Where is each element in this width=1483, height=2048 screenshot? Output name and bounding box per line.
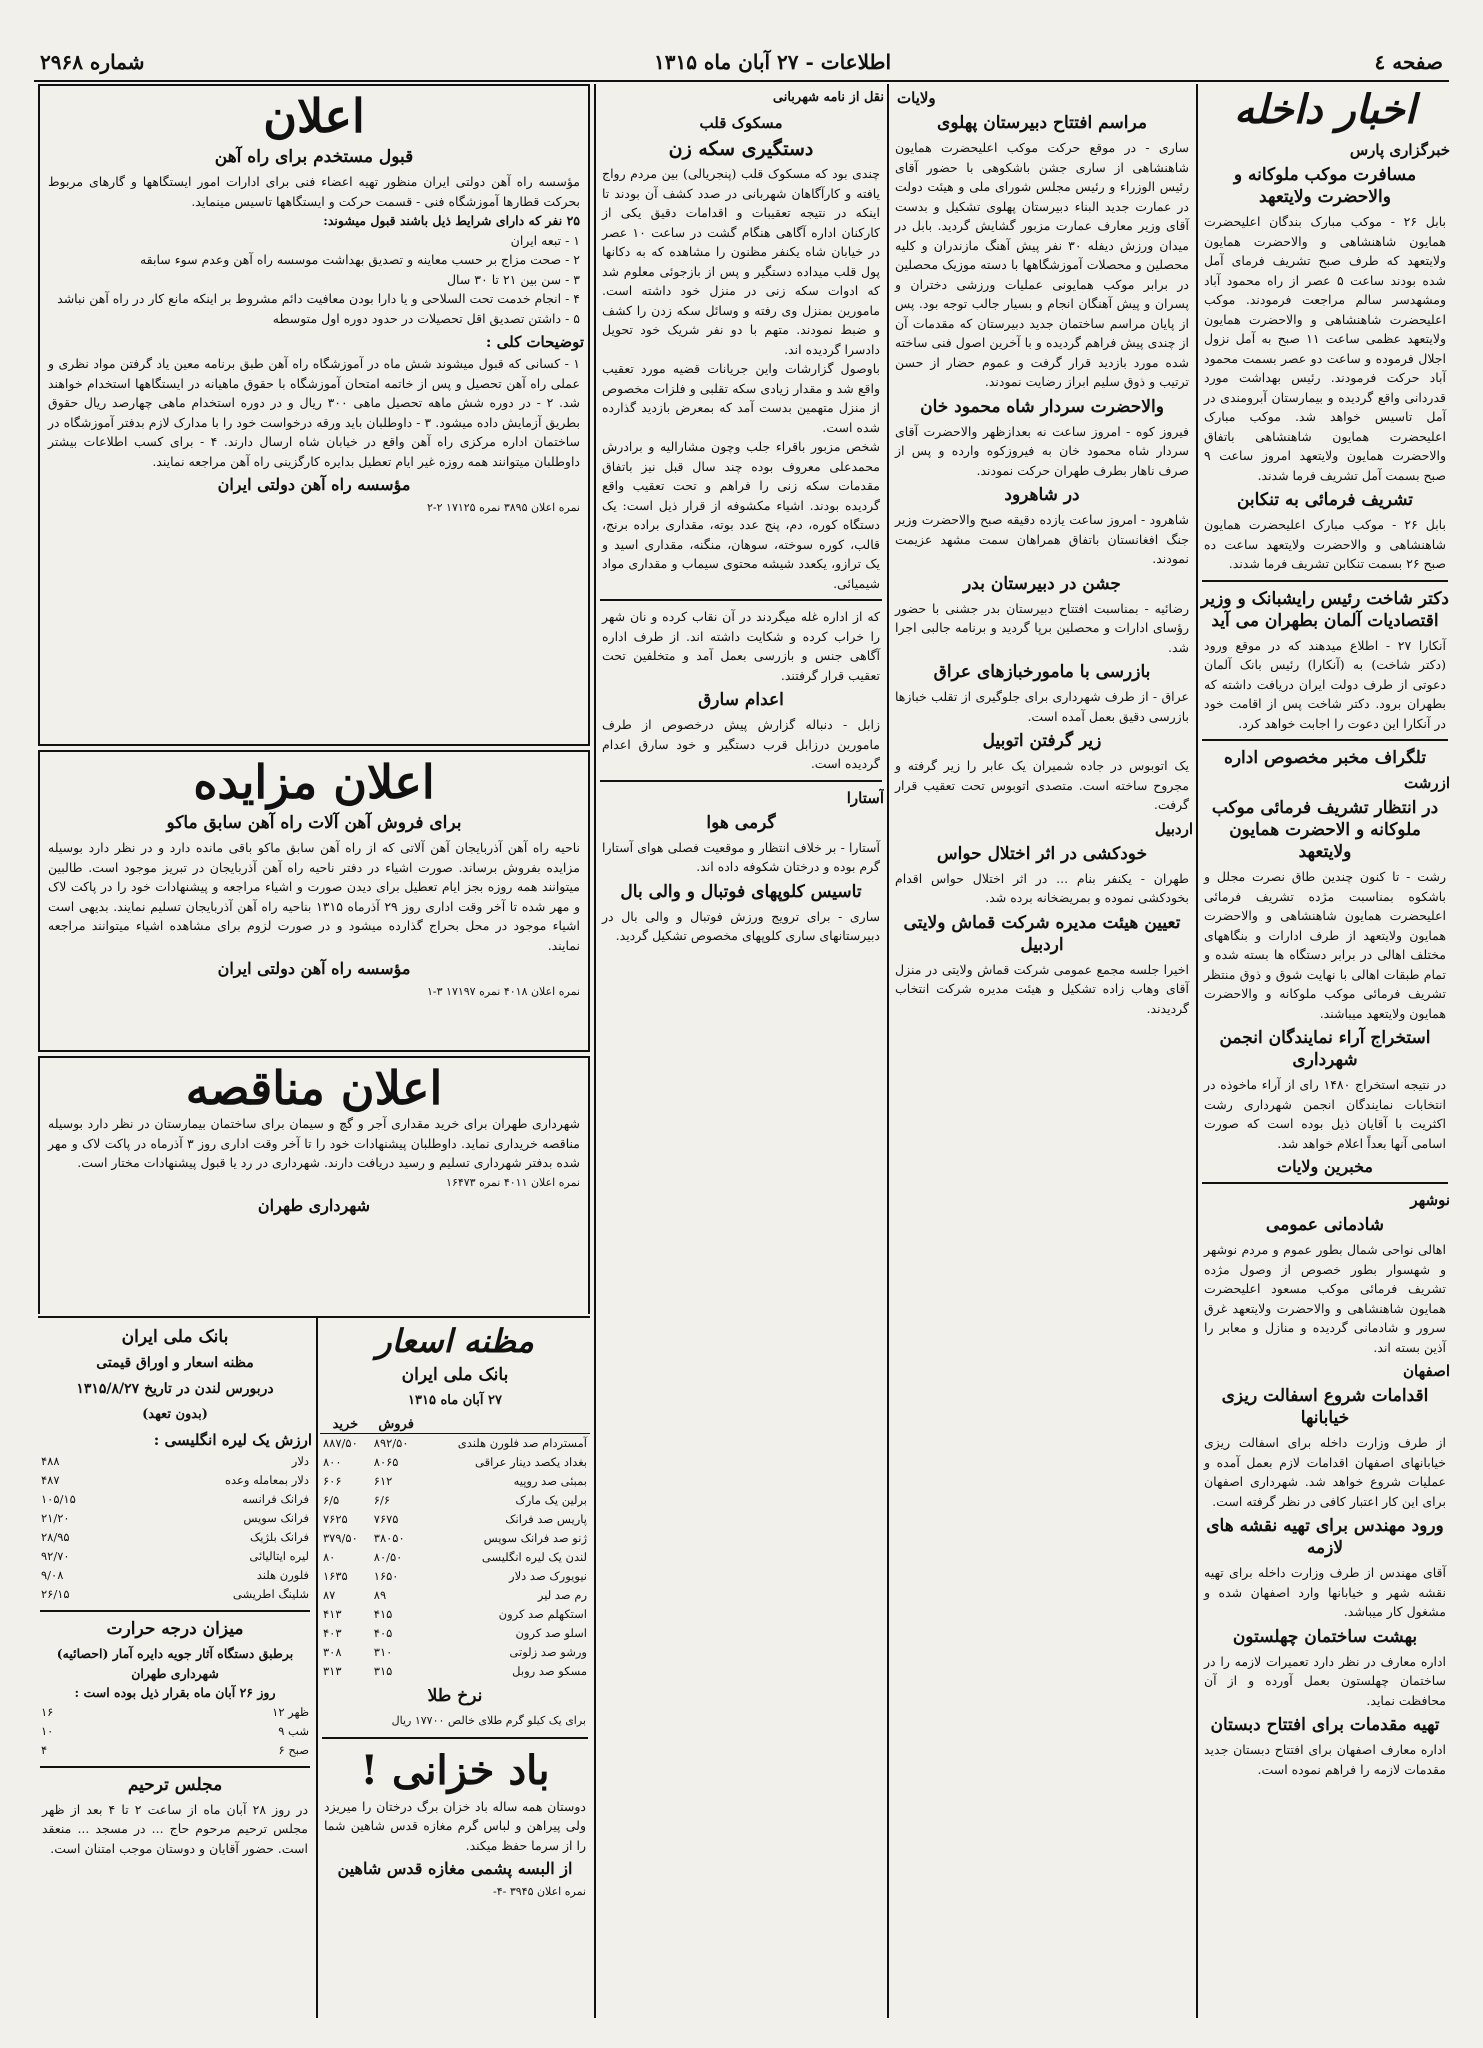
ad-title: باد خزانی ! bbox=[360, 1746, 550, 1794]
article-text: چندی بود که مسکوک قلب (پنجریالی) بین مردم رواج یافته و کارآگاهان شهربانی در صدد کشف آن بودند تا اینکه در نتیجه تعقیبات و اقدامات دقیق یکی از کارکنان اداره آگاهی هنگام گشت در ساعت ۱۰ عصر در خیابان شاه یکنفر مظنون را مشاهده که به دکانها پول قلب میداده دستگیر و پس از بازجوئی معلوم شد که ادوات سکه زنی در منزل خود داشته است. مامورین بمنزل وی رفته و وسائل سکه زدن را کشف و ضبط نمودند. متهم با دو نفر شریک خود تحویل دادسرا گردیده اند. bbox=[602, 166, 880, 357]
article-text: بابل ۲۶ - موکب مبارک اعلیحضرت همایون شاهنشاهی و والاحضرت ولایتعهد ساعت ده صبح ۲۶ بسمت تنکابن تشریف فرما شدند. bbox=[1204, 517, 1446, 571]
ad-number: نمره اعلان ۳۹۴۵ -۴- bbox=[492, 1885, 586, 1898]
divider bbox=[1202, 1182, 1448, 1184]
section-subtitle: دربورس لندن در تاریخ ۱۳۱۵/۸/۲۷ bbox=[76, 1381, 274, 1397]
fx-cell-buy: ۶/۵ bbox=[323, 1493, 340, 1507]
table-row: فلورن هلند ۹/۰۸ bbox=[41, 1568, 309, 1582]
fx-cell-sell: ۴۱۵ bbox=[373, 1607, 393, 1621]
issue-date: اطلاعات - ۲۷ آبان ماه ۱۳۱۵ bbox=[654, 50, 892, 74]
section-subtitle: بانک ملی ایران bbox=[401, 1365, 509, 1385]
article-text: عراق - از طرف شهرداری برای جلوگیری از تقلب خبازها بازرسی دقیق بعمل آمده است. bbox=[895, 689, 1189, 724]
section-title: میزان درجه حرارت bbox=[106, 1619, 244, 1639]
table-row: شب ۹ ۱۰ bbox=[41, 1723, 309, 1738]
fx-cell-label: پاریس صد فرانک bbox=[505, 1512, 587, 1526]
table-row bbox=[320, 1434, 590, 1454]
headline: تلگراف مخبر مخصوص اداره bbox=[1223, 748, 1427, 768]
article-text: فیروز کوه - امروز ساعت نه بعدازظهر والاحضرت آقای سردار شاه محمود خان به فیروزکوه وارده و پس از صرف ناهار بطرف طهران حرکت نمودند. bbox=[895, 423, 1189, 478]
fx-cell-label: استکهلم صد کرون bbox=[498, 1607, 587, 1621]
location-tag: اصفهان bbox=[1403, 1362, 1450, 1380]
ad-railway-hiring bbox=[38, 84, 590, 746]
table-row bbox=[320, 1453, 590, 1472]
col-buy: خرید bbox=[320, 1416, 371, 1434]
table-row bbox=[320, 1662, 590, 1681]
issue-number: شماره ۲۹۶۸ bbox=[40, 50, 145, 74]
table-row: لیره ایتالیائی ۹۲/۷۰ bbox=[41, 1549, 309, 1563]
table-heading: ارزش یک لیره انگلیسی : bbox=[153, 1431, 312, 1449]
fx-cell-buy: ۳۱۳ bbox=[323, 1664, 342, 1678]
table-row: شلینگ اطریشی ۲۶/۱۵ bbox=[41, 1587, 309, 1601]
ad-signature: از البسه پشمی مغازه قدس شاهین bbox=[337, 1859, 573, 1878]
fx-cell-buy: ۸۸۷/۵۰ bbox=[323, 1436, 358, 1450]
fx-cell-sell: ۳۸۰۵۰ bbox=[373, 1531, 405, 1545]
fx-cell-label: ورشو صد زلوتی bbox=[509, 1645, 587, 1659]
article-text: ساری - برای ترویج ورزش فوتبال و والی بال در دبیرستانهای ساری کلوپهای مخصوص تشکیل گردید. bbox=[602, 908, 880, 943]
table-row: دلار بمعامله وعده ۴۸۷ bbox=[41, 1473, 309, 1487]
article-text: شاهرود - امروز ساعت یازده دقیقه صبح والاحضرت وزیر جنگ افغانستان باتفاق همراهان سمت مشهد عزیمت نمودند. bbox=[895, 512, 1189, 566]
ad-text: ۲۵ نفر که دارای شرایط ذیل باشند قبول میشوند: bbox=[323, 213, 580, 228]
section-rule bbox=[38, 1316, 590, 1318]
headline: استخراج آراء نمایندگان انجمن شهرداری bbox=[1219, 1028, 1431, 1070]
masthead: اخبار داخله bbox=[1234, 86, 1416, 133]
ad-number: نمره اعلان ۴۰۱۱ نمره ۱۶۴۷۳ bbox=[446, 1175, 580, 1189]
divider bbox=[322, 1737, 588, 1739]
article-text: رضائیه - بمناسبت افتتاح دبیرستان بدر جشنی با حضور رؤسای ادارات و محصلین برپا گردید و برنامه جالبی اجرا شد. bbox=[895, 600, 1189, 655]
fx-cell-sell: ۸۹ bbox=[373, 1588, 387, 1602]
fx-cell-sell: ۷۶۷۵ bbox=[373, 1512, 399, 1526]
headline: جشن در دبیرستان بدر bbox=[963, 573, 1121, 594]
location-tag: نوشهر bbox=[1410, 1191, 1450, 1209]
ad-number: نمره اعلان ۳۸۹۵ نمره ۱۷۱۲۵ ۲-۲ bbox=[426, 501, 580, 514]
ad-text: دوستان همه ساله باد خزان برگ درختان را میریزد ولی پیراهن و لباس گرم مغازه قدس شاهین شما را از سرما حفظ میکند. bbox=[324, 1798, 586, 1853]
column-domestic-news bbox=[1200, 84, 1450, 2018]
fx-cell-sell: ۸۰۶۵ bbox=[373, 1455, 399, 1469]
ad-subtitle: برای فروش آهن آلات راه آهن سابق ماکو bbox=[166, 813, 462, 833]
subhead: خبرگزاری پارس bbox=[1349, 141, 1450, 159]
fx-cell-label: بغداد یکصد دینار عراقی bbox=[475, 1455, 587, 1469]
page-number: صفحه ٤ bbox=[1374, 50, 1443, 74]
temperature-table bbox=[38, 1703, 312, 1760]
column-provinces bbox=[891, 84, 1193, 2018]
ad-text: شهرداری طهران برای خرید مقداری آجر و گچ و سیمان برای ساختمان بیمارستان در نظر دارد بوسیله مناقصه خریداری نماید. داوطلبان پیشنهادات خود را تا آخر وقت اداری روز ۳ آذرماه در پاکت لاک و مهر شده بدفتر شهرداری تسلیم و رسید دریافت دارند. شهرداری در رد یا قبول پیشنهادات مختار است. bbox=[48, 1116, 581, 1170]
table-row bbox=[320, 1491, 590, 1510]
ad-list-item: ۵ - داشتن تصدیق اقل تحصیلات در حدود دوره اول متوسطه bbox=[272, 310, 580, 326]
fx-cell-sell: ۶/۶ bbox=[373, 1493, 391, 1507]
table-row bbox=[320, 1605, 590, 1624]
fx-cell-label: مسکو صد روبل bbox=[512, 1664, 587, 1678]
ad-number: نمره اعلان ۴۰۱۸ نمره ۱۷۱۹۷ ۳-۱ bbox=[426, 985, 580, 998]
ad-subtitle: قبول مستخدم برای راه آهن bbox=[214, 147, 414, 167]
fx-cell-sell: ۴۰۵ bbox=[373, 1626, 393, 1640]
fx-cell-buy: ۴۰۳ bbox=[323, 1626, 342, 1640]
ad-tender bbox=[38, 1056, 590, 1314]
location-tag: اردبیل bbox=[1154, 819, 1193, 838]
ad-title: اعلان bbox=[263, 89, 365, 143]
article-text: آنکارا ۲۷ - اطلاع میدهند که در موقع ورود (دکتر شاخت) به (آنکارا) رئیس بانک آلمان دعوتی از طرف دولت ایران دریافت داشته که بطهران برود. دکتر شاخت پس از اقامت خود در آنکارا این دعوت را اجابت خواهد کرد. bbox=[1204, 637, 1446, 731]
fx-cell-label: نیویورک صد دلار bbox=[509, 1569, 587, 1583]
headline: ورود مهندس برای تهیه نقشه های لازمه bbox=[1206, 1516, 1444, 1558]
headline: شادمانی عمومی bbox=[1265, 1215, 1385, 1235]
fx-cell-buy: ۶۰۶ bbox=[323, 1474, 342, 1488]
headline: مراسم افتتاح دبیرستان پهلوی bbox=[937, 113, 1147, 133]
fx-cell-label: آمستردام صد فلورن هلندی bbox=[457, 1436, 587, 1450]
article-text: باوصول گزارشات واین جریانات قضیه مورد تعقیب واقع شد و مقدار زیادی سکه تقلبی و فلزات مخصوص از منزل متهمین بدست آمد که بمعرض بازدید گذارده شده است. bbox=[602, 361, 880, 435]
ad-auction bbox=[38, 750, 590, 1052]
fx-cell-buy: ۱۶۳۵ bbox=[323, 1569, 348, 1583]
header-rule bbox=[34, 80, 1449, 82]
ad-list-item: ۲ - صحت مزاج بر حسب معاینه و تصدیق بهداشت موسسه راه آهن وعدم سوء سابقه bbox=[139, 252, 580, 267]
column-bank-rates bbox=[38, 1322, 312, 2018]
kicker: مسکوک قلب bbox=[699, 114, 783, 132]
fx-cell-buy: ۳۰۸ bbox=[323, 1645, 342, 1659]
table-row bbox=[320, 1529, 590, 1548]
article-text: شخص مزبور باقراء جلب وچون مشارالیه و برادرش محمدعلی معروف بوده چند سال قبل نیز باتفاق مقدمات سکه زنی را فراهم و تحت تعقیب واقع گردیده بودند. اشیاء مکشوفه از قرار ذیل است: یک دستگاه کوره، دم، پنج عدد بوته، مقداری براده برنج، قالب، کوره سوخته، سوهان، منگنه، مقداری اسید و یک ترازو، یکعدد شیشه محتوی سیماب و مقداری مواد شیمیائی. bbox=[602, 439, 880, 591]
article-text: بابل ۲۶ - موکب مبارک بندگان اعلیحضرت همایون شاهنشاهی و والاحضرت همایون ولایتعهد که طرف صبح تشریف فرمای آمل شده بودند ساعت ۵ عصر از راه محمود آباد ومشهدسر سالم مراجعت فرمودند. موکب اعلیحضرت شاهنشاهی و والاحضرت همایون ولایتعهد عظمی ساعت ۱۱ صبح به آمل نزول اجلال فرموده و ساعت دو عصر بسمت محمود آباد حرکت فرمودند. رئیس بهداشت مورد قدردانی واقع گردیده و بیمارستان آبرومندی در آمل تاسیس خواهد شد. موکب مبارک اعلیحضرت همایون شاهنشاهی باتفاق والاحضرت همایون ولایتعهد امروز ساعت ۹ صبح بسمت آمل تشریف فرما شدند. bbox=[1204, 214, 1446, 483]
headline: زیر گرفتن اتوبیل bbox=[982, 731, 1102, 751]
divider bbox=[40, 1610, 310, 1612]
ad-subheading: توضیحات کلی : bbox=[485, 333, 584, 351]
article-text: اخیرا جلسه مجمع عمومی شرکت قماش ولایتی در منزل آقای وهاب زاده تشکیل و هیئت مدیره شرکت انتخاب گردیدند. bbox=[895, 961, 1189, 1016]
page-header bbox=[34, 48, 1449, 78]
fx-cell-label: برلین یک مارک bbox=[515, 1493, 587, 1507]
notice-text: در روز ۲۸ آبان ماه از ساعت ۲ تا ۴ بعد از ظهر مجلس ترحیم مرحوم حاج ... در مسجد ... منعقد است. حضور آقایان و دوستان موجب امتنان است. bbox=[42, 1801, 309, 1856]
table-row: فرانک فرانسه ۱۰۵/۱۵ bbox=[41, 1492, 309, 1506]
divider bbox=[600, 599, 882, 601]
table-row: ظهر ۱۲ ۱۶ bbox=[41, 1704, 309, 1719]
section-label: ولایات bbox=[897, 89, 936, 107]
column-divider bbox=[594, 84, 596, 2018]
column-divider bbox=[316, 1318, 318, 2018]
fx-cell-buy: ۴۱۳ bbox=[323, 1607, 342, 1621]
headline: در شاهرود bbox=[1004, 485, 1080, 505]
column-police-news bbox=[598, 84, 884, 2018]
fx-cell-label: بمبئی صد روپیه bbox=[513, 1474, 587, 1488]
headline: دکتر شاخت رئیس رایشبانک و وزیر اقتصادیات آلمان بطهران می آید bbox=[1201, 588, 1449, 631]
fx-cell-sell: ۸۹۲/۵۰ bbox=[373, 1436, 409, 1450]
article-text: ساری - در موقع حرکت موکب اعلیحضرت همایون شاهنشاهی از ساری جشن باشکوهی با حضور آقای رئیس الوزراء و رئیس مجلس شورای ملی و هیئت دولت در عمارت جدید البناء دبیرستان پهلوی تشکیل و بدست آقای وزیر معارف عمارت مزبور گشایش گردید. بابل در میدان ورزش دیفله ۳۰ نفر پیش آهنگ مازندران و کلیه محصلین و محصلات آموزشگاهها با دسته موزیک محصلین در برابر موکب همایونی عملیات ورزشی دختران و پسران و پیش آهنگان انجام و بسیار جالب توجه بود. پس از پایان مراسم ساختمان جدید دبیرستان که مقدمات آن از چندی پیش فراهم گردیده و با آخرین اصول فنی ساخته شده مورد بازدید قرار گرفت و عموم حضار از حسن ترتیب و ذوق سلیم ابراز رضایت نمودند. bbox=[895, 140, 1189, 389]
headline: تاسیس کلوپهای فوتبال و والی بال bbox=[620, 881, 862, 902]
section-subtitle: برطبق دستگاه آثار جویه دایره آمار (احصائیه) شهرداری طهران bbox=[56, 1646, 294, 1681]
article-text: در نتیجه استخراج ۱۴۸۰ رای از آراء ماخوذه در انتخابات نمایندگان انجمن شهرداری رشت اکثریت با آقایان ذیل بوده است که صورت اسامی آنها بعداً اعلام خواهد شد. bbox=[1204, 1077, 1447, 1151]
ads-block bbox=[38, 84, 590, 1314]
fx-cell-buy: ۸۷ bbox=[323, 1588, 336, 1602]
headline: اعدام سارق bbox=[698, 690, 784, 710]
headline: تهیه مقدمات برای افتتاح دبستان bbox=[1210, 1715, 1440, 1735]
table-row bbox=[320, 1643, 590, 1662]
column-divider bbox=[887, 84, 889, 2018]
headline: در انتظار تشریف فرمائی موکب ملوکانه و الاحضرت همایون ولایتعهد bbox=[1211, 798, 1439, 862]
section-subtitle: ۲۷ آبان ماه ۱۳۱۵ bbox=[408, 1393, 502, 1408]
table-row bbox=[320, 1472, 590, 1491]
article-text: از طرف وزارت داخله برای اسفالت ریزی خیابانهای اصفهان اقدامات لازم بعمل آمده و عملیات شروع خواهد شد. شهرداری اصفهان برای این کار اعتبار کافی در نظر گرفته است. bbox=[1204, 1435, 1446, 1509]
headline: والاحضرت سردار شاه محمود خان bbox=[920, 396, 1164, 417]
divider bbox=[1202, 580, 1448, 582]
column-fx bbox=[320, 1322, 590, 2018]
table-row: فرانک بلژیک ۲۸/۹۵ bbox=[41, 1530, 309, 1544]
ad-text: مؤسسه راه آهن دولتی ایران منظور تهیه اعضاء فنی برای ادارات امور ایستگاهها و گارهای مربوط بحرکت قطارها آموزشگاه فنی - قسمت حرکت و ایستگاهها تاسیس مینماید. bbox=[48, 174, 580, 209]
article-text: اداره معارف اصفهان برای افتتاح دبستان جدید مقدمات لازمه را فراهم نموده است. bbox=[1204, 1742, 1446, 1777]
fx-cell-label: رم صد لیر bbox=[537, 1588, 587, 1602]
source-tag: نقل از نامه شهربانی bbox=[772, 90, 884, 105]
gold-price: برای یک کیلو گرم طلای خالص ۱۷۷۰۰ ریال bbox=[391, 1714, 586, 1727]
ad-list-item: ۱ - تبعه ایران bbox=[510, 232, 580, 248]
london-rates-table bbox=[38, 1452, 312, 1604]
article-text: آقای مهندس از طرف وزارت داخله برای تهیه نقشه شهر و خیابانها وارد اصفهان شده و مشغول کار میباشد. bbox=[1204, 1565, 1446, 1619]
table-row bbox=[320, 1567, 590, 1586]
divider bbox=[1202, 739, 1448, 741]
table-row bbox=[320, 1548, 590, 1567]
table-row: صبح ۶ ۴ bbox=[41, 1742, 309, 1757]
divider bbox=[40, 1766, 310, 1768]
headline: تشریف فرمائی به تنکابن bbox=[1236, 490, 1413, 510]
exchange-rates-table bbox=[320, 1416, 590, 1681]
column-divider bbox=[1196, 84, 1198, 2018]
fx-cell-buy: ۳۷۹/۵۰ bbox=[323, 1531, 358, 1545]
location-tag: ازرشت bbox=[1404, 774, 1450, 792]
fx-cell-label: لندن یک لیره انگلیسی bbox=[481, 1550, 587, 1564]
article-text: یک اتوبوس در جاده شمیران یک عابر را زیر گرفته و مجروح ساخته است. متصدی اتوبوس تحت تعقیب قرار گرفت. bbox=[895, 758, 1189, 812]
headline: بازرسی با مامورخبازهای عراق bbox=[933, 662, 1151, 682]
col-sell: فروش bbox=[371, 1416, 422, 1434]
ad-title: اعلان مناقصه bbox=[185, 1061, 443, 1115]
fx-cell-label: ژنو صد فرانک سویس bbox=[483, 1531, 587, 1545]
article-text: طهران - یکنفر بنام ... در اثر اختلال حواس اقدام بخودکشی نموده و بمریضخانه برده شد. bbox=[895, 870, 1189, 905]
table-row: فرانک سویس ۲۱/۲۰ bbox=[41, 1511, 309, 1525]
byline: مخبرین ولایات bbox=[1277, 1157, 1373, 1176]
section-title: نرخ طلا bbox=[427, 1686, 483, 1706]
ad-list-item: ۳ - سن بین ۲۱ تا ۳۰ سال bbox=[446, 271, 580, 287]
section-title: مظنه اسعار bbox=[376, 1322, 534, 1360]
article-text: رشت - تا کنون چندین طاق نصرت مجلل و باشکوه بمناسبت مژده تشریف فرمائی اعلیحضرت همایون شاهنشاهی و والاحضرت همایون ولایتعهد از طرف ادارات و بنگاههای مختلف اهالی در برابر دستگاه ها بسته شده و تمام طبقات اهالی با نهایت شوق و ذوق منتظر تشریف فرمائی موکب ملوکانه و والاحضرت همایون ولایتعهد میباشند. bbox=[1204, 869, 1446, 1021]
section-title: مجلس ترحیم bbox=[127, 1774, 223, 1795]
fx-cell-sell: ۳۱۰ bbox=[373, 1645, 393, 1659]
fx-cell-buy: ۸۰۰ bbox=[323, 1455, 342, 1469]
headline: خودکشی در اثر اختلال حواس bbox=[936, 843, 1148, 864]
ad-list-item: ۴ - انجام خدمت تحت السلاحی و یا دارا بودن معافیت دائم مشروط بر اینکه مانع کار در راه آهن نباشد bbox=[57, 291, 580, 306]
headline: اقدامات شروع اسفالت ریزی خیابانها bbox=[1221, 1386, 1429, 1428]
section-subtitle: روز ۲۶ آبان ماه بقرار ذیل بوده است : bbox=[74, 1685, 276, 1700]
fx-cell-label: اسلو صد کرون bbox=[515, 1626, 587, 1640]
ad-signature: مؤسسه راه آهن دولتی ایران bbox=[217, 959, 411, 978]
headline: دستگیری سکه زن bbox=[668, 138, 814, 160]
section-title: بانک ملی ایران bbox=[121, 1327, 229, 1347]
article-text: که از اداره غله میگردند در آن نقاب کرده و نان شهر را خراب کرده و شکایت داشته اند. از طرف اداره آگاهی جنس و بازرسی بعمل آمد و متخلفین تحت تعقیب قرار گرفتند. bbox=[602, 609, 880, 683]
section-subtitle: مظنه اسعار و اوراق قیمتی bbox=[96, 1355, 254, 1371]
article-text: اهالی نواحی شمال بطور عموم و مردم نوشهر و شهسوار بطور خصوص از وصول مژده تشریف فرمائی موکب مسعود اعلیحضرت همایون شاهنشاهی و والاحضرت ولایتعهد غرق سرور و شادمانی گردیده و منازل و معابر را آذین بسته اند. bbox=[1204, 1242, 1446, 1355]
headline: گرمی هوا bbox=[706, 812, 776, 833]
ad-text: ۱ - کسانی که قبول میشوند شش ماه در آموزشگاه راه آهن طبق برنامه معین یاد گرفتن مواد نظری و عملی راه آهن تحصیل و پس از خاتمه امتحان آموزشگاه با حقوق ماهیانه در ایستگاهها استخدام خواهند شد. ۲ - در دوره شش ماهه تحصیل ماهی ۳۰۰ ریال و در دوره استخدام ماهی چهارصد ریال حقوق بطریق آزمایش داده میشود. ۳ - داوطلبان باید ورقه درخواست خود را با مدارک لازم بدفتر آموزشگاه در ساختمان اداره مرکزی راه آهن واقع در خیابان شاه ارسال دارند. ۴ - برای کسب اطلاعات بیشتر داوطلبان میتوانند همه روزه غیر ایام تعطیل بدایره کارگزینی راه آهن مراجعه نمایند. bbox=[48, 356, 581, 469]
article-text: زابل - دنباله گزارش پیش درخصوص از طرف مامورین درزابل قرب دستگیر و خود سارق اعدام گردیده است. bbox=[602, 717, 880, 771]
ad-text: ناحیه راه آهن آذربایجان آهن آلاتی که از راه آهن سابق ماکو باقی مانده دارد و در نظر دارد بوسیله مزایده بفروش برساند. صورت اشیاء در دفتر ناحیه راه آهن آذربایجان در تبریز موجود است. طالبین میتوانند همه روزه بجز ایام تعطیل برای دیدن صورت و اشیاء مراجعه و پیشنهادات خود را در پاکت لاک و مهر شده تا آخر وقت اداری روز ۲۹ آذرماه ۱۳۱۵ بناحیه راه آهن آذربایجان تسلیم نمایند. بدیهی است اشیاء موجود در محل بحراج گذارده میشود و در صورت لزوم برای مشاهده اشیاء میتوانند مراجعه نمایند. bbox=[48, 840, 581, 953]
table-row bbox=[320, 1510, 590, 1529]
fx-cell-sell: ۱۶۵۰ bbox=[373, 1569, 399, 1583]
section-subtitle: (بدون تعهد) bbox=[142, 1407, 208, 1422]
table-row: دلار ۴۸۸ bbox=[41, 1454, 309, 1468]
divider bbox=[600, 780, 882, 782]
headline: مسافرت موکب ملوکانه و والاحضرت ولایتعهد bbox=[1233, 165, 1417, 207]
fx-cell-sell: ۶۱۲ bbox=[373, 1474, 393, 1488]
headline: بهشت ساختمان چهلستون bbox=[1232, 1626, 1418, 1647]
table-row bbox=[320, 1624, 590, 1643]
location-tag: آستارا bbox=[846, 788, 884, 807]
fx-cell-sell: ۳۱۵ bbox=[373, 1664, 393, 1678]
table-row bbox=[320, 1586, 590, 1605]
ad-signature: شهرداری طهران bbox=[257, 1196, 371, 1215]
headline: تعیین هیئت مدیره شرکت قماش ولایتی اردبیل bbox=[903, 912, 1181, 955]
ad-signature: مؤسسه راه آهن دولتی ایران bbox=[217, 475, 411, 494]
article-text: آستارا - بر خلاف انتظار و موقعیت فصلی هوای آستارا گرم بوده و درختان شکوفه داده اند. bbox=[602, 839, 880, 874]
fx-cell-buy: ۸۰ bbox=[323, 1550, 336, 1564]
article-text: اداره معارف در نظر دارد تعمیرات لازمه را در ساختمان چهلستون بعمل آورده و از آن محافظت نماید. bbox=[1204, 1653, 1446, 1708]
ad-title: اعلان مزایده bbox=[193, 755, 435, 809]
fx-cell-buy: ۷۶۲۵ bbox=[323, 1512, 348, 1526]
fx-cell-sell: ۸۰/۵۰ bbox=[373, 1550, 403, 1564]
